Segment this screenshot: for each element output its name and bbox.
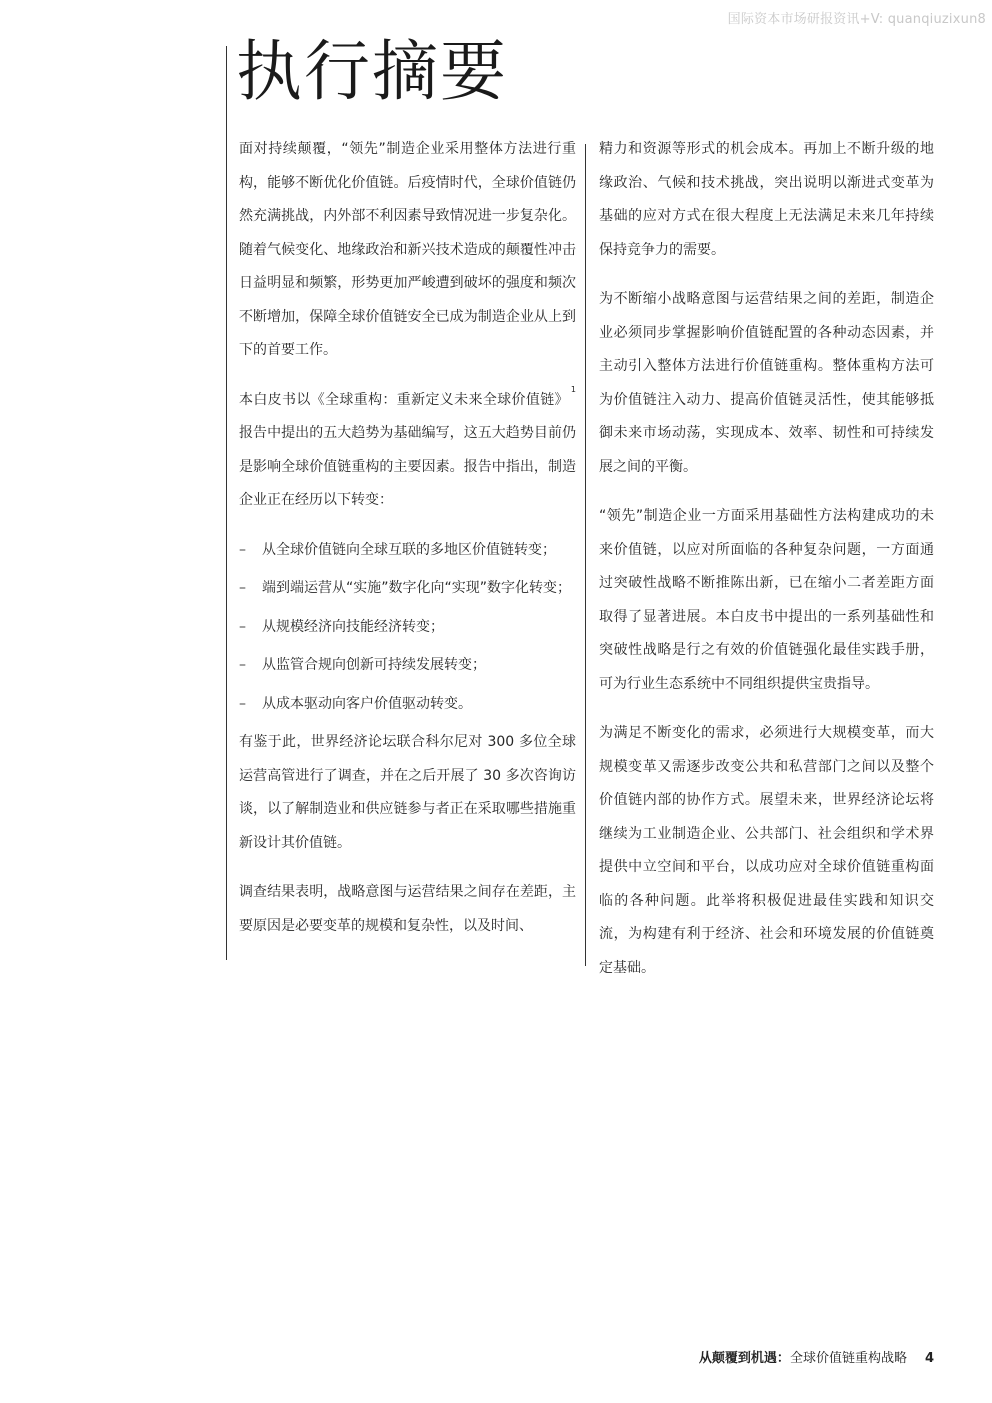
bullet-dash: –	[239, 618, 246, 635]
bullet-dash: –	[239, 541, 246, 558]
list-item	[239, 572, 576, 606]
column-divider-rule	[585, 144, 586, 966]
list-item	[239, 688, 576, 722]
left-column	[239, 133, 576, 943]
list-item	[239, 534, 576, 568]
page-footer	[699, 1347, 934, 1366]
list-item-text: 从监管合规向创新可持续发展转变；	[262, 657, 486, 673]
right-paragraph-4: 为满足不断变化的需求，必须进行大规模变革，而大规模变革又需逐步改变公共和私营部门之间以及整个价值链内部的协作方式。展望未来，世界经济论坛将继续为工业制造企业、公共部门、社会组织和学术界提供中立空间和平台，以成功应对全球价值链重构面临的各种问题。此举将积极促进最佳实践和知识交流，为构建有利于经济、社会和环境发展的价值链奠定基础。	[599, 725, 934, 976]
right-column	[599, 133, 934, 985]
right-paragraph-3: “领先”制造企业一方面采用基础性方法构建成功的未来价值链，以应对所面临的各种复杂问题，一方面通过突破性战略不断推陈出新，已在缩小二者差距方面取得了显著进展。本白皮书中提出的一系列基础性和突破性战略是行之有效的价值链强化最佳实践手册，可为行业生态系统中不同组织提供宝贵指导。	[599, 508, 934, 692]
list-item	[239, 649, 576, 683]
transition-list	[239, 534, 576, 722]
right-paragraph-2: 为不断缩小战略意图与运营结果之间的差距，制造企业必须同步掌握影响价值链配置的各种动态因素，并主动引入整体方法进行价值链重构。整体重构方法可为价值链注入动力、提高价值链灵活性，使其能够抵御未来市场动荡，实现成本、效率、韧性和可持续发展之间的平衡。	[599, 291, 934, 475]
list-item-text: 端到端运营从“实施”数字化向“实现”数字化转变；	[262, 580, 572, 596]
list-item-text: 从全球价值链向全球互联的多地区价值链转变；	[262, 541, 556, 558]
bullet-dash: –	[239, 580, 246, 596]
bullet-dash: –	[239, 695, 246, 712]
right-paragraph-1: 精力和资源等形式的机会成本。再加上不断升级的地缘政治、气候和技术挑战，突出说明以渐进式变革为基础的应对方式在很大程度上无法满足未来几年持续保持竞争力的需要。	[599, 141, 934, 258]
watermark: 国际资本市场研报资讯+V: quanqiuzixun8	[727, 12, 986, 27]
page-number: 4	[924, 1351, 934, 1366]
list-item-text: 从规模经济向技能经济转变；	[262, 618, 444, 635]
left-paragraph-2	[239, 384, 576, 518]
left-paragraph-2-part-a: 本白皮书以《全球重构：重新定义未来全球价值链》	[239, 391, 569, 408]
list-item-text: 从成本驱动向客户价值驱动转变。	[262, 695, 472, 712]
left-paragraph-1: 面对持续颠覆，“领先”制造企业采用整体方法进行重构，能够不断优化价值链。后疫情时代，全球价值链仍然充满挑战，内外部不利因素导致情况进一步复杂化。随着气候变化、地缘政治和新兴技术造成的颠覆性冲击日益明显和频繁，形势更加严峻遭到破坏的强度和频次不断增加，保障全球价值链安全已成为制造企业从上到下的首要工作。	[239, 141, 576, 358]
footnote-marker: 1	[570, 384, 576, 394]
left-paragraph-3: 有鉴于此，世界经济论坛联合科尔尼对 300 多位全球运营高管进行了调查，并在之后开展了 30 多次咨询访谈，以了解制造业和供应链参与者正在采取哪些措施重新设计其价值链。	[239, 734, 576, 851]
footer-title-bold: 从颠覆到机遇：	[698, 1351, 790, 1366]
list-item	[239, 611, 576, 645]
page-title: 执行摘要	[236, 33, 508, 110]
bullet-dash: –	[239, 657, 246, 673]
footer-title-rest: 全球价值链重构战略	[789, 1351, 907, 1366]
left-paragraph-4: 调查结果表明，战略意图与运营结果之间存在差距，主要原因是必要变革的规模和复杂性，以及时间、	[239, 884, 576, 934]
left-paragraph-2-part-b: 报告中提出的五大趋势为基础编写，这五大趋势目前仍是影响全球价值链重构的主要因素。报告中指出，制造企业正在经历以下转变：	[239, 425, 576, 508]
left-vertical-rule	[226, 46, 227, 960]
